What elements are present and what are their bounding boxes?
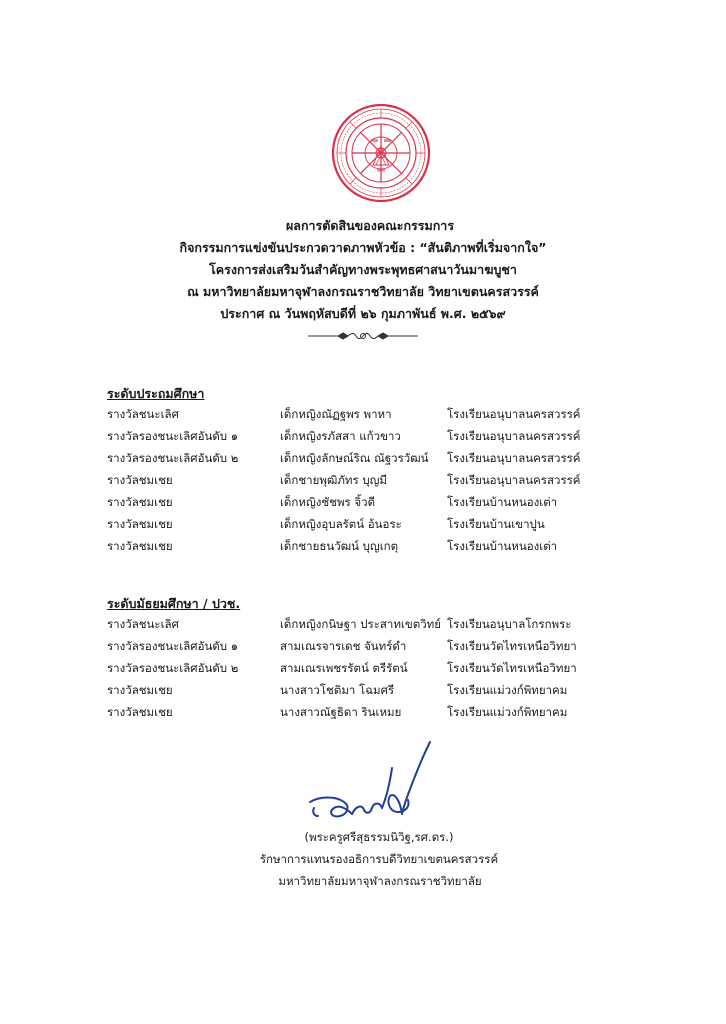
- award-cell: รางวัลรองชนะเลิศอันดับ ๒: [107, 451, 239, 465]
- award-cell: รางวัลรองชนะเลิศอันดับ ๑: [107, 639, 239, 653]
- table-row: [0, 470, 726, 492]
- school-cell: โรงเรียนแม่วงก์พิทยาคม: [447, 705, 568, 719]
- header-line-contest: กิจกรรมการแข่งขันประกวดวาดภาพหัวข้อ : “สันติภาพที่เริ่มจากใจ”: [179, 240, 547, 255]
- name-cell: นางสาวโชติมา โฉมศรี: [280, 683, 395, 697]
- award-cell: รางวัลชมเชย: [107, 705, 173, 719]
- table-row: [0, 636, 726, 658]
- school-cell: โรงเรียนแม่วงก์พิทยาคม: [447, 683, 568, 697]
- header-line-date: ประกาศ ณ วันพฤหัสบดีที่ ๒๖ กุมภาพันธ์ พ.ศ. ๒๕๖๙: [220, 306, 506, 321]
- name-cell: เด็กหญิงอุบลรัตน์ อ้นอระ: [280, 517, 402, 531]
- award-cell: รางวัลรองชนะเลิศอันดับ ๑: [107, 429, 239, 443]
- divider-ornament: [308, 329, 418, 343]
- table-row: [0, 702, 726, 724]
- signatory-block: [0, 826, 726, 892]
- header-line-committee: ผลการตัดสินของคณะกรรมการ: [285, 218, 455, 233]
- results-list-primary: [0, 404, 726, 558]
- award-cell: รางวัลชมเชย: [107, 539, 173, 553]
- name-cell: เด็กหญิงลักษณ์ริณ ณัฐวรวัฒน์: [280, 451, 429, 465]
- award-cell: รางวัลชนะเลิศ: [107, 617, 179, 631]
- table-row: [0, 514, 726, 536]
- school-cell: โรงเรียนบ้านหนองเต่า: [447, 539, 558, 553]
- name-cell: สามเณรเพชรรัตน์ ตรีรัตน์: [280, 661, 408, 675]
- award-cell: รางวัลรองชนะเลิศอันดับ ๒: [107, 661, 239, 675]
- name-cell: นางสาวณัฐธิดา รินเหมย: [280, 705, 402, 719]
- name-cell: สามเณรจารเดช จันทร์ดำ: [280, 639, 407, 653]
- award-cell: รางวัลชมเชย: [107, 495, 173, 509]
- table-row: [0, 680, 726, 702]
- university-seal-icon: [331, 103, 431, 203]
- signatory-organization: มหาวิทยาลัยมหาจุฬาลงกรณราชวิทยาลัย: [278, 874, 482, 888]
- school-cell: โรงเรียนวัดไทรเหนือวิทยา: [447, 639, 577, 653]
- school-cell: โรงเรียนวัดไทรเหนือวิทยา: [447, 661, 577, 675]
- name-cell: เด็กหญิงกนิษฐา ประสาทเขตวิทย์: [280, 617, 441, 631]
- table-row: [0, 404, 726, 426]
- section-title-primary: ระดับประถมศึกษา: [107, 386, 205, 401]
- handwritten-signature: [306, 740, 438, 832]
- school-cell: โรงเรียนอนุบาลนครสวรรค์: [447, 451, 581, 465]
- name-cell: เด็กหญิงชัชพร จิ้วดี: [280, 495, 376, 509]
- results-list-secondary: [0, 614, 726, 724]
- school-cell: โรงเรียนอนุบาลโกรกพระ: [447, 617, 572, 631]
- signatory-name: (พระครูศรีสุธรรมนิวิฐ,รศ.ดร.): [304, 830, 454, 844]
- table-row: [0, 658, 726, 680]
- award-cell: รางวัลชมเชย: [107, 683, 173, 697]
- table-row: [0, 614, 726, 636]
- table-row: [0, 426, 726, 448]
- award-cell: รางวัลชมเชย: [107, 473, 173, 487]
- school-cell: โรงเรียนบ้านหนองเต่า: [447, 495, 558, 509]
- name-cell: เด็กหญิงรภัสสา แก้วขาว: [280, 429, 401, 443]
- award-cell: รางวัลชมเชย: [107, 517, 173, 531]
- section-title-secondary: ระดับมัธยมศึกษา / ปวช.: [107, 596, 241, 611]
- school-cell: โรงเรียนอนุบาลนครสวรรค์: [447, 429, 581, 443]
- signatory-position: รักษาการแทนรองอธิการบดีวิทยาเขตนครสวรรค์: [259, 852, 499, 866]
- table-row: [0, 536, 726, 558]
- table-row: [0, 492, 726, 514]
- award-cell: รางวัลชนะเลิศ: [107, 407, 179, 421]
- header-line-university: ณ มหาวิทยาลัยมหาจุฬาลงกรณราชวิทยาลัย วิทยาเขตนครสวรรค์: [187, 284, 539, 299]
- name-cell: เด็กชายพุฒิภัทร บุญมี: [280, 473, 388, 487]
- name-cell: เด็กชายธนวัฒน์ บุญเกตุ: [280, 539, 399, 553]
- header-line-project: โครงการส่งเสริมวันสำคัญทางพระพุทธศาสนาวันมาฆบูชา: [209, 262, 517, 277]
- table-row: [0, 448, 726, 470]
- school-cell: โรงเรียนอนุบาลนครสวรรค์: [447, 473, 581, 487]
- school-cell: โรงเรียนอนุบาลนครสวรรค์: [447, 407, 581, 421]
- announcement-header: [0, 215, 726, 325]
- school-cell: โรงเรียนบ้านเขาปูน: [447, 517, 545, 531]
- name-cell: เด็กหญิงณัฏฐพร พาหา: [280, 407, 392, 421]
